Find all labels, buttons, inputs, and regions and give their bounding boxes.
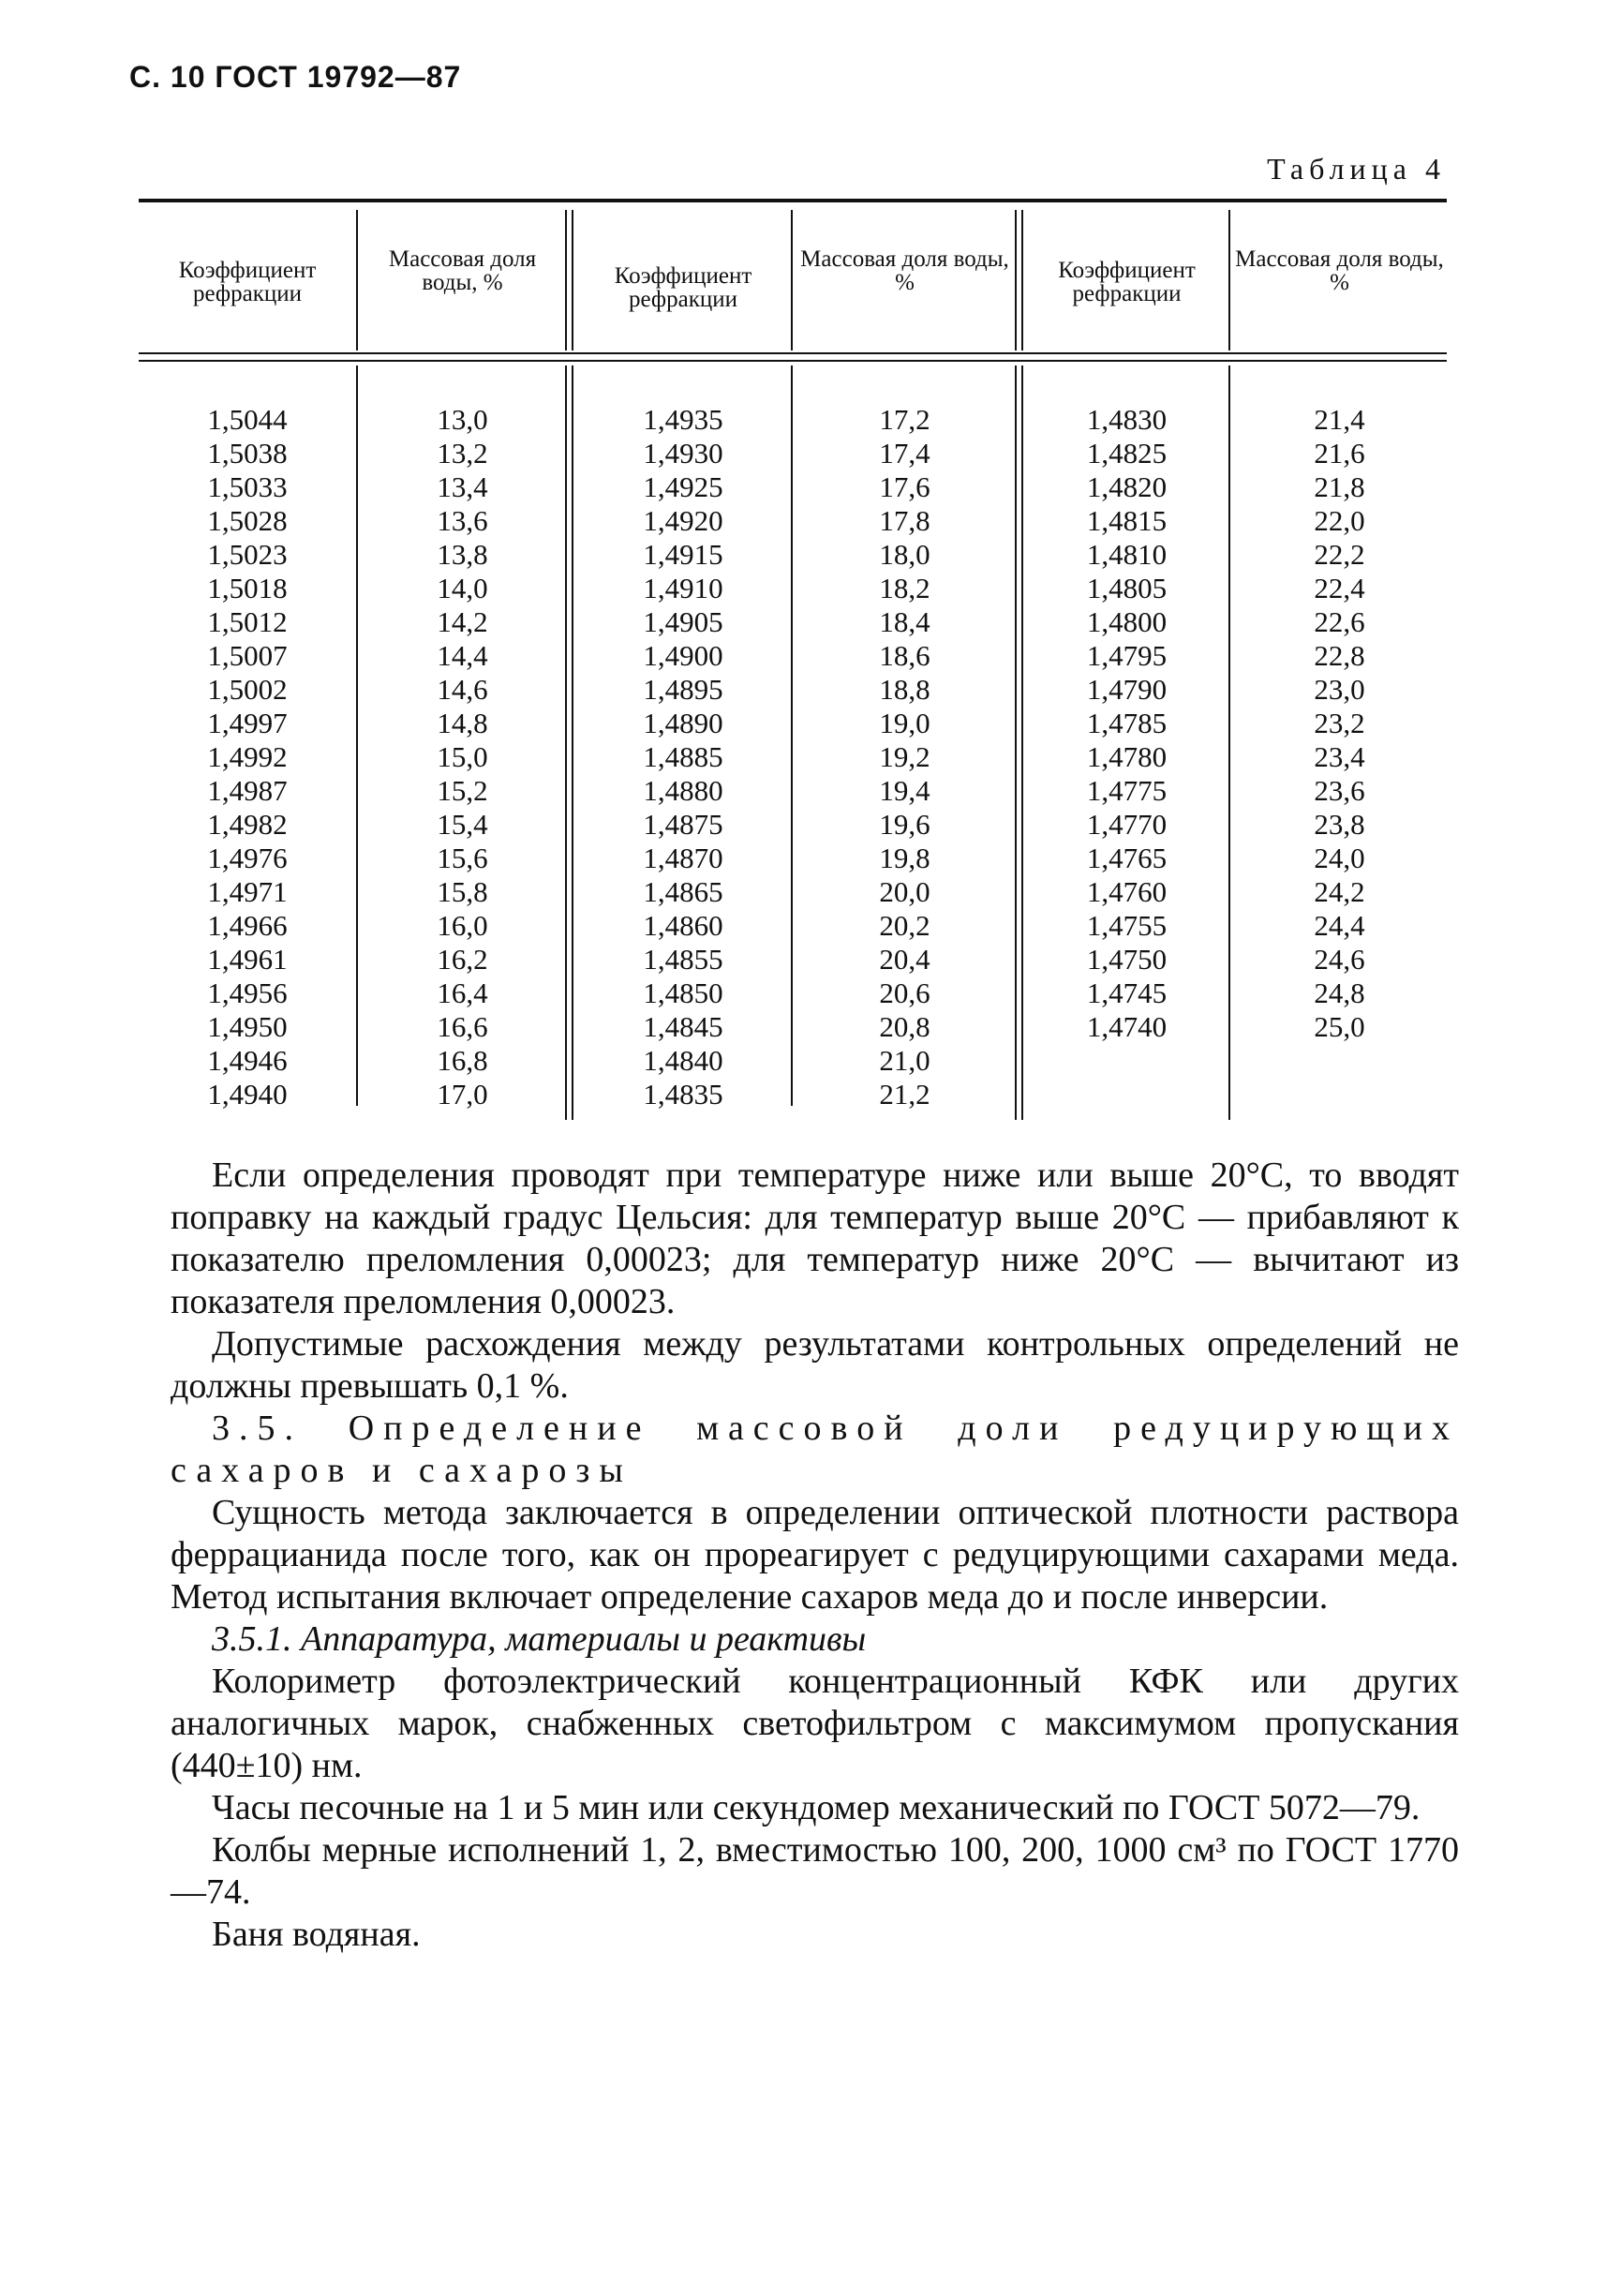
table-cell: 1,4850 [643, 977, 723, 1009]
body-text [171, 1155, 1459, 1956]
table-cell: 13,4 [437, 470, 488, 503]
table-cell: 14,8 [437, 707, 488, 739]
table-cell: 1,5033 [207, 470, 288, 503]
table-cell: 19,6 [879, 808, 930, 841]
table-cell: 1,4956 [207, 977, 288, 1009]
table-cell: 1,4895 [643, 673, 723, 706]
table-cell: 19,0 [879, 707, 930, 739]
table-cell: 1,5028 [207, 504, 288, 537]
paragraph-timer: Часы песочные на 1 и 5 мин или секундомер механический по ГОСТ 5072—79. [212, 1788, 1421, 1827]
table-cell: 16,8 [437, 1044, 488, 1077]
table-cell: 24,0 [1314, 842, 1365, 874]
table-cell: 21,0 [879, 1044, 930, 1077]
paragraph-colorimeter: Колориметр фотоэлектрический концентрационный КФК или других аналогичных марок, снабженных светофильтром с максимумом пропускания (440±10) нм. [171, 1662, 1459, 1785]
table-cell: 1,4880 [643, 774, 723, 807]
table-cell: 1,4775 [1086, 774, 1168, 807]
table-cell: 1,4835 [643, 1078, 723, 1111]
header-refraction-2: Коэффициент рефракции [614, 263, 752, 312]
table-cell: 14,4 [437, 639, 488, 672]
col-divider [1015, 210, 1017, 350]
table-cell: 1,4905 [643, 605, 723, 638]
table-cell: 24,8 [1314, 977, 1365, 1009]
paragraph-tolerance: Допустимые расхождения между результатами контрольных определений не должны превышать 0,1 %. [171, 1324, 1459, 1406]
table-cell: 15,2 [437, 774, 488, 807]
table-cell: 1,4860 [643, 909, 723, 942]
table-cell: 1,4910 [643, 572, 723, 604]
col-divider [565, 365, 567, 1120]
table-cell: 1,4890 [643, 707, 723, 739]
table-cell: 15,4 [437, 808, 488, 841]
table-cell: 1,4825 [1086, 437, 1168, 470]
table-cell: 1,4820 [1086, 470, 1168, 503]
table-cell: 1,4855 [643, 943, 723, 976]
table-cell: 22,8 [1314, 639, 1365, 672]
table-cell: 1,4845 [643, 1010, 723, 1043]
table-cell: 18,0 [879, 538, 930, 571]
table-cell: 16,6 [437, 1010, 488, 1043]
table-cell: 1,4740 [1086, 1010, 1168, 1043]
table-cell: 1,4900 [643, 639, 723, 672]
water-col-1 [360, 403, 565, 1111]
table-cell: 17,6 [879, 470, 930, 503]
table-cell: 21,8 [1314, 470, 1365, 503]
table-cell: 23,8 [1314, 808, 1365, 841]
table-cell: 1,4785 [1086, 707, 1168, 739]
table-cell: 1,4805 [1086, 572, 1168, 604]
col-divider [565, 210, 567, 350]
col-divider [791, 365, 793, 1106]
table-cell: 20,8 [879, 1010, 930, 1043]
table-cell: 1,4997 [207, 707, 288, 739]
table-cell: 1,5002 [207, 673, 288, 706]
table-cell: 1,4915 [643, 538, 723, 571]
table-cell: 18,8 [879, 673, 930, 706]
table-cell: 13,0 [437, 403, 488, 436]
table-cell: 13,6 [437, 504, 488, 537]
table-cell: 17,4 [879, 437, 930, 470]
table-cell: 1,4930 [643, 437, 723, 470]
table-cell: 1,4976 [207, 842, 288, 874]
table-cell: 1,4925 [643, 470, 723, 503]
col-divider [1021, 365, 1023, 1120]
water-col-3 [1232, 403, 1447, 1044]
table-cell: 22,2 [1314, 538, 1365, 571]
table-cell: 20,0 [879, 875, 930, 908]
table-cell: 1,4865 [643, 875, 723, 908]
table-cell: 17,0 [437, 1078, 488, 1111]
refraction-col-2 [575, 403, 791, 1111]
table-cell: 22,0 [1314, 504, 1365, 537]
table-cell: 1,4790 [1086, 673, 1168, 706]
table-cell: 1,4961 [207, 943, 288, 976]
table-cell: 19,8 [879, 842, 930, 874]
table-cell: 19,2 [879, 740, 930, 773]
table-cell: 1,4795 [1086, 639, 1168, 672]
col-divider [572, 365, 573, 1120]
table-cell: 1,4765 [1086, 842, 1168, 874]
table-cell: 1,4940 [207, 1078, 288, 1111]
table-cell: 14,2 [437, 605, 488, 638]
table-cell: 1,4840 [643, 1044, 723, 1077]
paragraph-flasks: Колбы мерные исполнений 1, 2, вместимостью 100, 200, 1000 см³ по ГОСТ 1770—74. [171, 1830, 1459, 1912]
paragraph-water-bath: Баня водяная. [212, 1915, 421, 1954]
table-top-rule [139, 199, 1447, 202]
table-cell: 1,4745 [1086, 977, 1168, 1009]
col-divider [1228, 365, 1230, 1120]
table-cell: 15,6 [437, 842, 488, 874]
header-rule-double [139, 360, 1447, 362]
table-cell: 22,6 [1314, 605, 1365, 638]
table-cell: 20,2 [879, 909, 930, 942]
table-cell: 1,4885 [643, 740, 723, 773]
col-divider [356, 210, 358, 350]
table-caption: Таблица 4 [1267, 152, 1446, 186]
table-cell: 23,0 [1314, 673, 1365, 706]
table-cell: 21,2 [879, 1078, 930, 1111]
table-cell: 1,4810 [1086, 538, 1168, 571]
table-cell: 23,4 [1314, 740, 1365, 773]
table-cell: 1,4815 [1086, 504, 1168, 537]
table-cell: 16,0 [437, 909, 488, 942]
table-cell: 1,4971 [207, 875, 288, 908]
table-cell: 1,4950 [207, 1010, 288, 1043]
table-cell: 20,6 [879, 977, 930, 1009]
header-water-2: Массовая доля воды, % [800, 246, 1009, 295]
table-cell: 24,2 [1314, 875, 1365, 908]
table-cell: 14,0 [437, 572, 488, 604]
table-cell: 25,0 [1314, 1010, 1365, 1043]
table-cell: 16,2 [437, 943, 488, 976]
table-cell: 1,4770 [1086, 808, 1168, 841]
table-cell: 1,5018 [207, 572, 288, 604]
table-cell: 20,4 [879, 943, 930, 976]
table-cell: 21,4 [1314, 403, 1365, 436]
table-cell: 1,5012 [207, 605, 288, 638]
header-refraction-1: Коэффициент рефракции [178, 258, 317, 306]
table-cell: 1,4830 [1086, 403, 1168, 436]
table-cell: 15,0 [437, 740, 488, 773]
table-cell: 15,8 [437, 875, 488, 908]
table-cell: 1,4755 [1086, 909, 1168, 942]
table-cell: 18,6 [879, 639, 930, 672]
table-cell: 23,6 [1314, 774, 1365, 807]
header-rule [139, 352, 1447, 354]
table-cell: 1,4800 [1086, 605, 1168, 638]
table-cell: 1,4920 [643, 504, 723, 537]
table-cell: 14,6 [437, 673, 488, 706]
refraction-col-1 [139, 403, 356, 1111]
table-cell: 1,4870 [643, 842, 723, 874]
table-cell: 22,4 [1314, 572, 1365, 604]
col-divider [572, 210, 573, 350]
table-cell: 17,8 [879, 504, 930, 537]
paragraph-temperature-correction: Если определения проводят при температуре ниже или выше 20°С, то вводят поправку на каждый градус Цельсия: для температур выше 20°С — прибавляют к показателю преломления 0,00023; для температур ниже 20°С — вычитают из показателя преломления 0,00023. [171, 1155, 1459, 1321]
table-cell: 1,4935 [643, 403, 723, 436]
col-divider [1021, 210, 1023, 350]
col-divider [356, 365, 358, 1106]
refraction-table [139, 199, 1447, 1122]
col-divider [1228, 210, 1230, 350]
table-cell: 13,8 [437, 538, 488, 571]
header-water-1: Массовая доля воды, % [388, 246, 537, 295]
table-cell: 1,5044 [207, 403, 288, 436]
table-cell: 1,4966 [207, 909, 288, 942]
table-cell: 16,4 [437, 977, 488, 1009]
table-cell: 1,4760 [1086, 875, 1168, 908]
col-divider [791, 210, 793, 350]
col-divider [1015, 365, 1017, 1120]
refraction-col-3 [1025, 403, 1228, 1044]
table-cell: 1,4946 [207, 1044, 288, 1077]
table-cell: 24,6 [1314, 943, 1365, 976]
table-cell: 1,4780 [1086, 740, 1168, 773]
page-header: С. 10 ГОСТ 19792—87 [129, 60, 462, 94]
section-heading-3-5: 3.5. Определение массовой доли редуцирующих сахаров и сахарозы [171, 1409, 1459, 1490]
water-col-2 [795, 403, 1015, 1111]
table-cell: 13,2 [437, 437, 488, 470]
table-cell: 17,2 [879, 403, 930, 436]
table-cell: 1,4875 [643, 808, 723, 841]
header-refraction-3: Коэффициент рефракции [1058, 258, 1196, 306]
table-cell: 19,4 [879, 774, 930, 807]
header-water-3: Массовая доля воды, % [1235, 246, 1444, 295]
paragraph-method: Сущность метода заключается в определении оптической плотности раствора феррацианида после того, как он прореагирует с редуцирующими сахарами меда. Метод испытания включает определение сахаров меда до и после инверсии. [171, 1493, 1459, 1617]
table-cell: 23,2 [1314, 707, 1365, 739]
table-cell: 18,2 [879, 572, 930, 604]
table-cell: 1,5038 [207, 437, 288, 470]
table-cell: 21,6 [1314, 437, 1365, 470]
table-cell: 1,5023 [207, 538, 288, 571]
table-cell: 24,4 [1314, 909, 1365, 942]
table-cell: 1,5007 [207, 639, 288, 672]
section-heading-3-5-1: 3.5.1. Аппаратура, материалы и реактивы [212, 1619, 867, 1659]
table-cell: 1,4992 [207, 740, 288, 773]
table-cell: 18,4 [879, 605, 930, 638]
table-cell: 1,4982 [207, 808, 288, 841]
table-cell: 1,4750 [1086, 943, 1168, 976]
table-cell: 1,4987 [207, 774, 288, 807]
